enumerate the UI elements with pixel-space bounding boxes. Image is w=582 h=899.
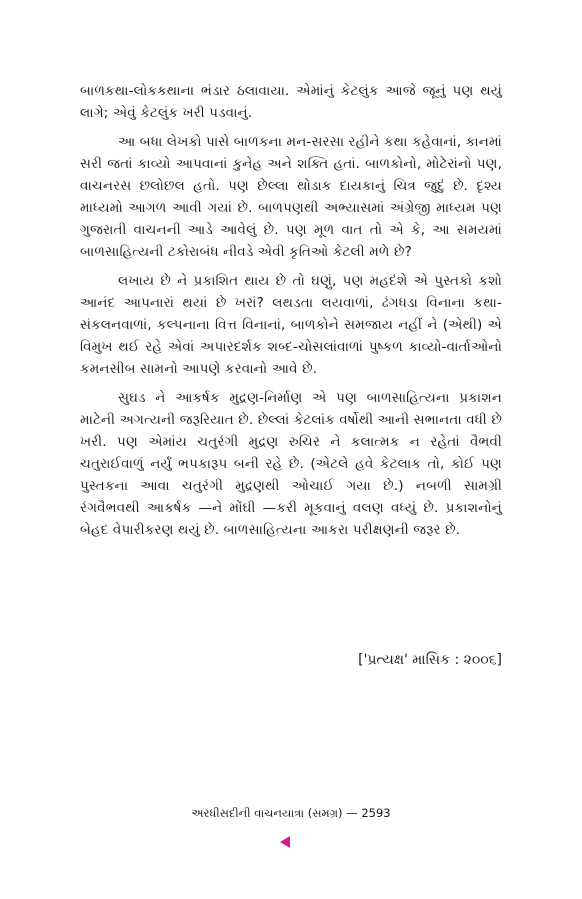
source-citation: ['પ્રત્યક્ષ' માસિક : ૨૦૦૬]	[358, 652, 502, 668]
running-footer: અરધીસદીની વાચનયાત્રા (સમગ્ર) — 2593	[191, 806, 391, 820]
paragraph-2: આ બધા લેખકો પાસે બાળકના મન-સરસા રહીને કથા કહેવાનાં, કાનમાં સરી જતાં કાવ્યો આપવાનાં કુનેહ અને શક્તિ હતાં. બાળકોનો, મોટેરાંનો પણ, વાચનરસ છલોછલ હતો. પણ છેલ્લા થોડાક દાયકાનું ચિત્ર જુદું છે. દૃશ્ય માધ્યમો આગળ આવી ગયાં છે. બાળપણથી અભ્યાસમાં અંગ્રેજી માધ્યમ પણ ગુજરાતી વાચનની આડે આવેલું છે. પણ મૂળ વાત તો એ કે, આ સમયમાં બાળસાહિત્યની ટકોરાબંધ નીવડે એવી કૃતિઓ કેટલી મળે છે?	[80, 134, 502, 260]
paragraph-4: સુઘડ ને આકર્ષક મુદ્રણ-નિર્માણ એ પણ બાળસાહિત્યના પ્રકાશન માટેની અગત્યની જરૂરિયાત છે. છેલ્લાં કેટલાંક વર્ષોથી આની સભાનતા વધી છે ખરી. પણ એમાંય ચતુરંગી મુદ્રણ રુચિર ને કલાત્મક ન રહેતાં વૈભવી ચતુરાઈવાળું નર્યું ભપકારૂપ બની રહે છે. (એટલે હવે કેટલાક તો, કોઈ પણ પુસ્તકના આવા ચતુરંગી મુદ્રણથી ઓચાઈ ગયા છે.) નબળી સામગ્રી રંગવૈભવથી આકર્ષક —ને મોંઘી —કરી મૂકવાનું વલણ વધ્યું છે. પ્રકાશનોનું બેહદ વેપારીકરણ થયું છે. બાળસાહિત્યના આકરા પરીક્ષણની જરૂર છે.	[80, 390, 502, 538]
previous-page-arrow-icon[interactable]	[280, 836, 290, 848]
body-text	[80, 80, 502, 541]
paragraph-1: બાળકથા-લોકકથાના ભંડાર ઠલાવાયા. એમાંનું કેટલુંક આજે જૂનું પણ થયું લાગે; એવું કેટલુંક ખરી પડવાનું.	[80, 83, 502, 121]
paragraph-3: લખાય છે ને પ્રકાશિત થાય છે તો ઘણું, પણ મહદંશે એ પુસ્તકો કશો આનંદ આપનારાં થયાં છે ખરાં? લથડતા લયવાળાં, ઢંગધડા વિનાના કથા-સંકલનવાળાં, કલ્પનાના વિત્ત વિનાનાં, બાળકોને સમજાય નહીં ને (એથી) એ વિમુખ થઈ રહે એવાં અપારદર્શક શબ્દ-ચોસલાંવાળાં પુષ્કળ કાવ્યો-વાર્તાઓનો કમનસીબ સામનો આપણે કરવાનો આવે છે.	[80, 273, 502, 377]
